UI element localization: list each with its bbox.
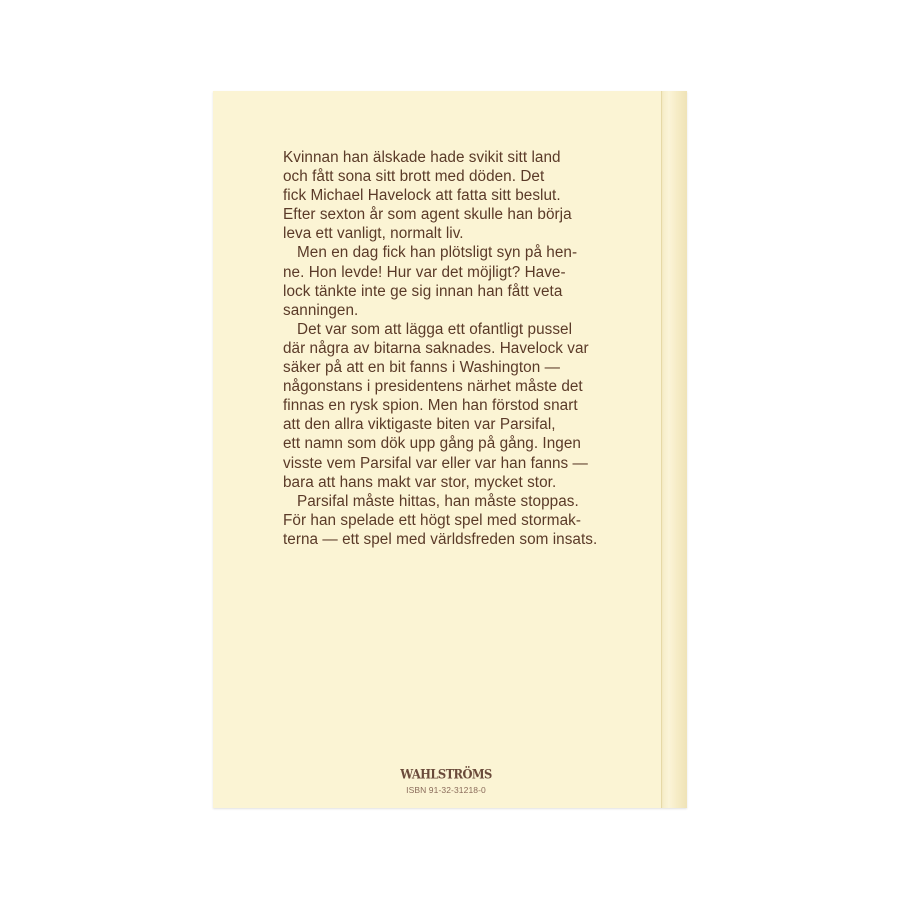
blurb-line: bara att hans makt var stor, mycket stor. bbox=[283, 473, 557, 491]
blurb-line: fick Michael Havelock att fatta sitt beslut. bbox=[283, 187, 561, 205]
publisher-logo: WAHLSTRÖMS bbox=[400, 765, 492, 783]
blurb-line: terna — ett spel med världsfreden som insats. bbox=[283, 530, 598, 548]
blurb-line: säker på att en bit fanns i Washington — bbox=[283, 359, 560, 377]
blurb-line: sanningen. bbox=[283, 301, 359, 319]
blurb-line: Det var som att lägga ett ofantligt pussel bbox=[297, 320, 573, 338]
blurb-line: leva ett vanligt, normalt liv. bbox=[283, 225, 464, 243]
blurb-line: Kvinnan han älskade hade svikit sitt land bbox=[283, 149, 561, 166]
blurb-line: att den allra viktigaste biten var Parsifal, bbox=[283, 416, 556, 434]
blurb-line: där några av bitarna saknades. Havelock var bbox=[283, 339, 589, 357]
blurb-line: någonstans i presidentens närhet måste det bbox=[283, 378, 583, 396]
blurb-line: För han spelade ett högt spel med stormak- bbox=[283, 511, 581, 529]
blurb-line: lock tänkte inte ge sig innan han fått veta bbox=[283, 282, 563, 300]
back-cover-blurb bbox=[283, 148, 643, 549]
isbn-number: ISBN 91-32-31218-0 bbox=[406, 785, 486, 795]
blurb-line: och fått sona sitt brott med döden. Det bbox=[283, 168, 545, 186]
blurb-line: ne. Hon levde! Hur var det möjligt? Have- bbox=[283, 263, 566, 281]
blurb-line: Men en dag fick han plötsligt syn på hen- bbox=[297, 244, 578, 262]
book-spine-edge bbox=[661, 91, 687, 808]
blurb-line: Parsifal måste hittas, han måste stoppas. bbox=[297, 492, 579, 510]
blurb-line: Efter sexton år som agent skulle han börja bbox=[283, 206, 572, 224]
spine-fold-line bbox=[661, 91, 662, 808]
blurb-line: ett namn som dök upp gång på gång. Ingen bbox=[283, 435, 581, 453]
blurb-line: finnas en rysk spion. Men han förstod snart bbox=[283, 397, 578, 415]
blurb-line: visste vem Parsifal var eller var han fanns — bbox=[283, 454, 588, 472]
